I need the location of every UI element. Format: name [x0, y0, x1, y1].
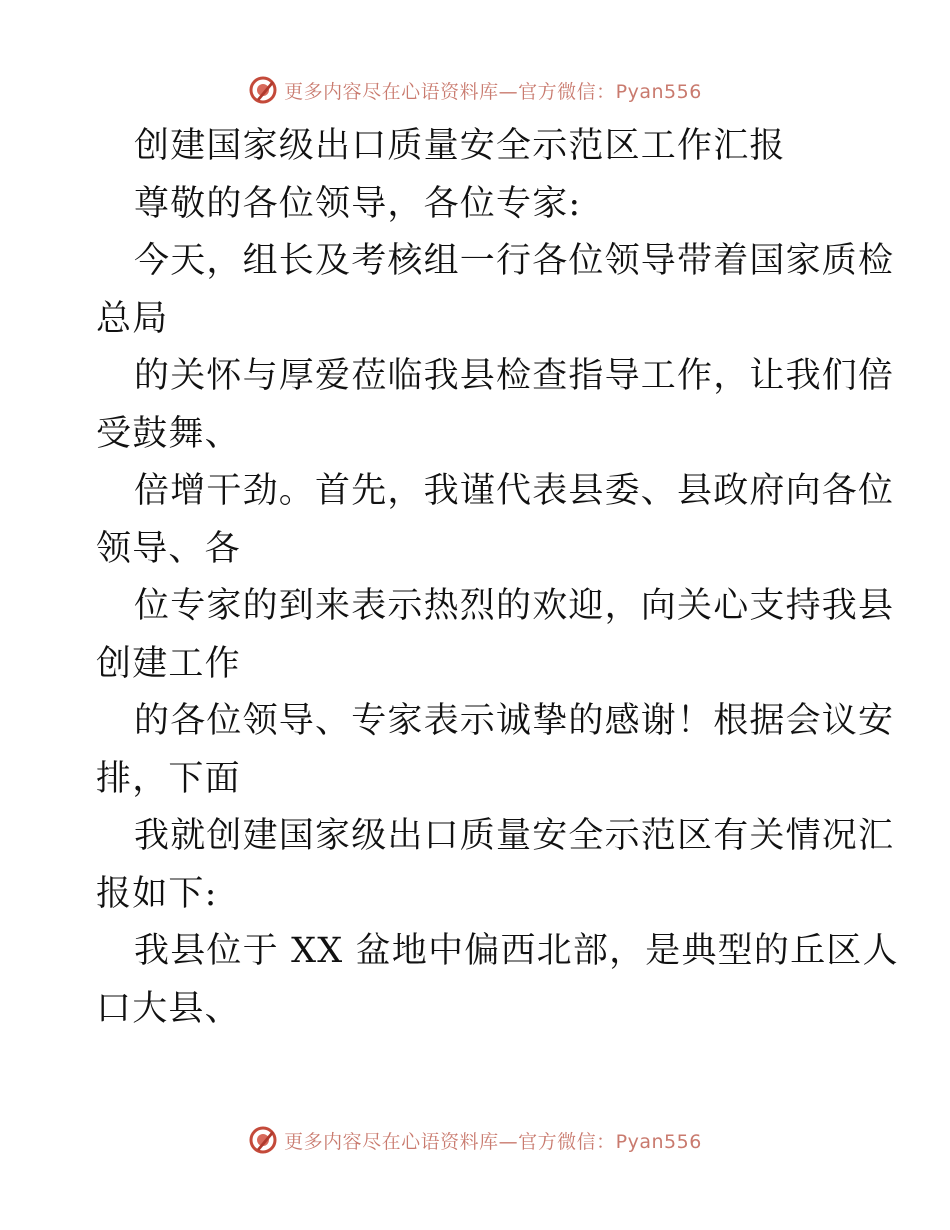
paragraph-line: 的各位领导、专家表示诚挚的感谢！根据会议安: [134, 701, 895, 741]
paragraph-line: 我就创建国家级出口质量安全示范区有关情况汇: [134, 816, 895, 856]
quill-pen-logo-icon: [248, 1125, 278, 1155]
paragraph-line: 总局: [96, 298, 169, 339]
footer-watermark-banner: [0, 1120, 950, 1160]
paragraph-line: 报如下:: [96, 873, 218, 914]
document-body: [96, 118, 899, 1038]
paragraph-line: 倍增干劲。首先，我谨代表县委、县政府向各位: [134, 471, 895, 511]
paragraph-line: 领导、各: [96, 528, 241, 569]
paragraph-line: 排，下面: [96, 758, 241, 799]
paragraph-line: 尊敬的各位领导，各位专家:: [134, 183, 582, 224]
document-title: 创建国家级出口质量安全示范区工作汇报: [134, 126, 786, 166]
paragraph-line: 受鼓舞、: [96, 413, 241, 454]
footer-watermark-text: 更多内容尽在心语资料库—官方微信：Pyan556: [284, 1130, 702, 1153]
header-watermark-text: 更多内容尽在心语资料库—官方微信：Pyan556: [284, 80, 702, 103]
header-watermark-banner: [0, 70, 950, 110]
paragraph-line: 位专家的到来表示热烈的欢迎，向关心支持我县: [134, 586, 895, 626]
paragraph-line: 今天，组长及考核组一行各位领导带着国家质检: [134, 241, 895, 281]
paragraph-line: 的关怀与厚爱莅临我县检查指导工作，让我们倍: [134, 356, 895, 396]
paragraph-line: 我县位于 XX 盆地中偏西北部，是典型的丘区人: [134, 931, 899, 971]
paragraph-line: 创建工作: [96, 643, 241, 684]
paragraph-line: 口大县、: [96, 988, 241, 1029]
quill-pen-logo-icon: [248, 75, 278, 105]
